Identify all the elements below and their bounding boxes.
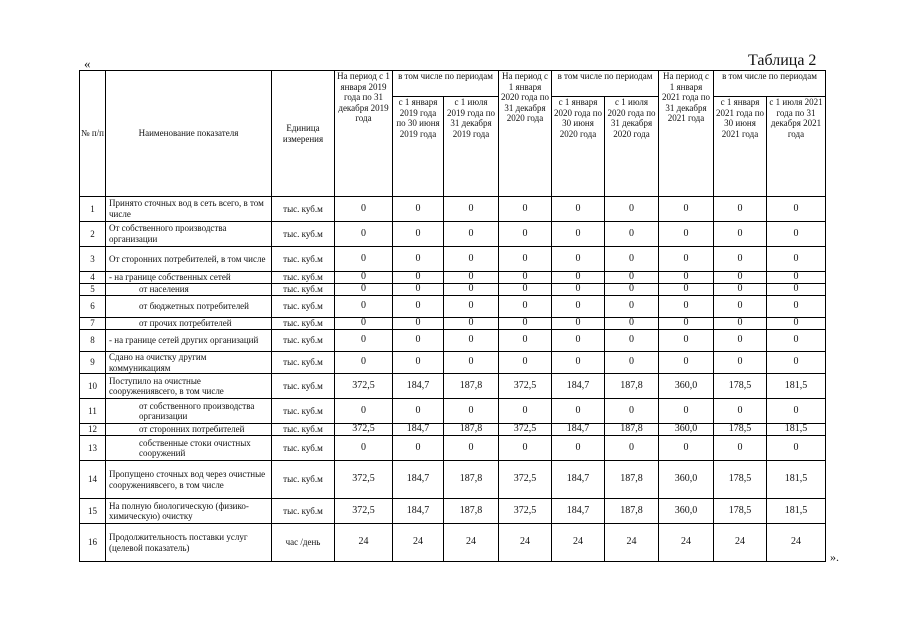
- row-value: 0: [499, 247, 552, 272]
- table-row: [80, 272, 826, 284]
- row-value: 372,5: [499, 424, 552, 436]
- row-value: 181,5: [767, 461, 826, 499]
- row-value: 0: [552, 399, 605, 424]
- row-unit: тыс. куб.м: [272, 461, 335, 499]
- row-value: 0: [605, 330, 659, 352]
- opening-quote: «: [84, 56, 91, 71]
- row-value: 24: [335, 524, 393, 562]
- row-value: 372,5: [335, 424, 393, 436]
- row-value: 0: [335, 352, 393, 374]
- row-number: 13: [80, 436, 106, 461]
- row-number: 12: [80, 424, 106, 436]
- row-indicator-name: от сторонних потребителей: [106, 424, 272, 436]
- row-number: 8: [80, 330, 106, 352]
- row-value: 372,5: [335, 461, 393, 499]
- row-indicator-name: Продолжительность поставки услуг (целевой показатель): [106, 524, 272, 562]
- row-value: 0: [714, 330, 767, 352]
- row-value: 0: [393, 272, 444, 284]
- row-number: 14: [80, 461, 106, 499]
- row-indicator-name: На полную биологическую (физико-химическую) очистку: [106, 499, 272, 524]
- row-value: 24: [393, 524, 444, 562]
- table-row: [80, 499, 826, 524]
- table-row: [80, 318, 826, 330]
- row-value: 360,0: [659, 499, 714, 524]
- row-value: 372,5: [335, 374, 393, 399]
- row-unit: тыс. куб.м: [272, 399, 335, 424]
- row-unit: тыс. куб.м: [272, 499, 335, 524]
- table-row: [80, 524, 826, 562]
- row-value: 0: [767, 352, 826, 374]
- row-value: 0: [659, 197, 714, 222]
- row-value: 187,8: [444, 374, 499, 399]
- row-value: 0: [552, 247, 605, 272]
- row-value: 372,5: [499, 374, 552, 399]
- row-indicator-name: Принято сточных вод в сеть всего, в том числе: [106, 197, 272, 222]
- row-value: 0: [714, 197, 767, 222]
- row-value: 0: [499, 436, 552, 461]
- row-value: 0: [335, 330, 393, 352]
- header-period-2020-breakdown: в том числе по периодам: [552, 71, 659, 97]
- row-number: 9: [80, 352, 106, 374]
- row-value: 0: [499, 318, 552, 330]
- row-unit: тыс. куб.м: [272, 284, 335, 296]
- table-row: [80, 352, 826, 374]
- row-value: 0: [659, 399, 714, 424]
- row-indicator-name: Поступило на очистные сооружениявсего, в том числе: [106, 374, 272, 399]
- row-value: 0: [767, 318, 826, 330]
- row-value: 360,0: [659, 374, 714, 399]
- row-value: 0: [605, 197, 659, 222]
- row-value: 187,8: [444, 461, 499, 499]
- row-unit: тыс. куб.м: [272, 197, 335, 222]
- header-name: Наименование показателя: [106, 71, 272, 197]
- row-value: 0: [767, 399, 826, 424]
- row-value: 0: [605, 296, 659, 318]
- indicators-table: [79, 70, 826, 562]
- row-value: 0: [499, 399, 552, 424]
- row-value: 187,8: [444, 499, 499, 524]
- row-value: 0: [767, 284, 826, 296]
- row-value: 184,7: [393, 461, 444, 499]
- row-value: 0: [444, 318, 499, 330]
- row-value: 0: [714, 436, 767, 461]
- header-period-2019-breakdown: в том числе по периодам: [393, 71, 499, 97]
- row-value: 0: [393, 247, 444, 272]
- row-unit: тыс. куб.м: [272, 424, 335, 436]
- row-value: 0: [393, 399, 444, 424]
- header-unit: Единица измерения: [272, 71, 335, 197]
- table-row: [80, 436, 826, 461]
- row-value: 0: [335, 197, 393, 222]
- row-value: 0: [605, 399, 659, 424]
- row-value: 0: [552, 318, 605, 330]
- row-value: 0: [499, 272, 552, 284]
- row-value: 0: [714, 399, 767, 424]
- row-value: 0: [714, 272, 767, 284]
- row-value: 372,5: [499, 499, 552, 524]
- row-indicator-name: Сдано на очистку другим коммуникациям: [106, 352, 272, 374]
- row-value: 187,8: [605, 424, 659, 436]
- row-indicator-name: собственные стоки очистных сооружений: [106, 436, 272, 461]
- row-value: 178,5: [714, 499, 767, 524]
- row-value: 0: [767, 330, 826, 352]
- row-value: 0: [714, 318, 767, 330]
- table-row: [80, 424, 826, 436]
- row-value: 24: [444, 524, 499, 562]
- row-value: 0: [444, 284, 499, 296]
- row-value: 187,8: [605, 499, 659, 524]
- row-value: 0: [659, 318, 714, 330]
- table-row: [80, 374, 826, 399]
- header-2019-h2: с 1 июля 2019 года по 31 декабря 2019 года: [444, 97, 499, 197]
- row-value: 0: [552, 284, 605, 296]
- row-unit: тыс. куб.м: [272, 330, 335, 352]
- row-number: 10: [80, 374, 106, 399]
- row-value: 360,0: [659, 461, 714, 499]
- row-value: 0: [499, 197, 552, 222]
- row-value: 0: [444, 330, 499, 352]
- header-period-2020-total: На период с 1 января 2020 года по 31 декабря 2020 года: [499, 71, 552, 197]
- row-value: 372,5: [499, 461, 552, 499]
- row-value: 184,7: [552, 461, 605, 499]
- row-value: 0: [335, 318, 393, 330]
- row-unit: тыс. куб.м: [272, 318, 335, 330]
- row-value: 0: [444, 399, 499, 424]
- row-indicator-name: от собственного производства организации: [106, 399, 272, 424]
- row-number: 5: [80, 284, 106, 296]
- row-value: 0: [499, 222, 552, 247]
- table-row: [80, 330, 826, 352]
- row-value: 24: [714, 524, 767, 562]
- row-value: 0: [659, 352, 714, 374]
- row-value: 0: [393, 436, 444, 461]
- row-value: 0: [659, 330, 714, 352]
- row-number: 7: [80, 318, 106, 330]
- row-value: 0: [499, 330, 552, 352]
- row-unit: тыс. куб.м: [272, 247, 335, 272]
- row-value: 181,5: [767, 374, 826, 399]
- header-2021-h1: с 1 января 2021 года по 30 июня 2021 года: [714, 97, 767, 197]
- row-number: 11: [80, 399, 106, 424]
- row-value: 24: [552, 524, 605, 562]
- row-number: 15: [80, 499, 106, 524]
- row-value: 0: [393, 296, 444, 318]
- row-value: 0: [393, 284, 444, 296]
- row-indicator-name: - на границе собственных сетей: [106, 272, 272, 284]
- header-period-2019-total: На период с 1 января 2019 года по 31 декабря 2019 года: [335, 71, 393, 197]
- row-indicator-name: от населения: [106, 284, 272, 296]
- row-value: 0: [444, 352, 499, 374]
- header-period-2021-total: На период с 1 января 2021 года по 31 декабря 2021 года: [659, 71, 714, 197]
- closing-quote: ».: [830, 550, 839, 564]
- row-value: 187,8: [605, 374, 659, 399]
- table-body: [80, 197, 826, 562]
- table-row: [80, 222, 826, 247]
- row-value: 178,5: [714, 374, 767, 399]
- table-row: [80, 284, 826, 296]
- row-value: 181,5: [767, 424, 826, 436]
- row-value: 0: [605, 352, 659, 374]
- row-value: 0: [605, 272, 659, 284]
- row-value: 24: [499, 524, 552, 562]
- row-number: 4: [80, 272, 106, 284]
- row-value: 0: [659, 284, 714, 296]
- row-value: 0: [659, 247, 714, 272]
- row-value: 178,5: [714, 424, 767, 436]
- row-value: 0: [714, 352, 767, 374]
- row-value: 0: [393, 197, 444, 222]
- row-indicator-name: от прочих потребителей: [106, 318, 272, 330]
- row-value: 0: [552, 197, 605, 222]
- row-value: 0: [552, 352, 605, 374]
- row-unit: тыс. куб.м: [272, 272, 335, 284]
- row-unit: тыс. куб.м: [272, 374, 335, 399]
- row-indicator-name: От сторонних потребителей, в том числе: [106, 247, 272, 272]
- row-unit: тыс. куб.м: [272, 296, 335, 318]
- row-value: 0: [659, 296, 714, 318]
- row-value: 0: [659, 436, 714, 461]
- row-value: 360,0: [659, 424, 714, 436]
- row-value: 184,7: [552, 424, 605, 436]
- row-value: 0: [335, 284, 393, 296]
- row-value: 187,8: [605, 461, 659, 499]
- row-value: 24: [767, 524, 826, 562]
- row-value: 0: [335, 436, 393, 461]
- row-value: 178,5: [714, 461, 767, 499]
- row-value: 0: [767, 436, 826, 461]
- row-value: 24: [659, 524, 714, 562]
- row-value: 0: [444, 296, 499, 318]
- row-number: 2: [80, 222, 106, 247]
- row-value: 0: [659, 272, 714, 284]
- row-value: 372,5: [335, 499, 393, 524]
- header-2019-h1: с 1 января 2019 года по 30 июня 2019 года: [393, 97, 444, 197]
- header-num: № п/п: [80, 71, 106, 197]
- header-2020-h2: с 1 июля 2020 года по 31 декабря 2020 года: [605, 97, 659, 197]
- row-number: 6: [80, 296, 106, 318]
- row-value: 0: [767, 222, 826, 247]
- row-value: 0: [444, 436, 499, 461]
- row-value: 0: [552, 436, 605, 461]
- row-value: 184,7: [393, 499, 444, 524]
- row-value: 0: [444, 222, 499, 247]
- row-value: 0: [714, 284, 767, 296]
- row-unit: час /день: [272, 524, 335, 562]
- row-value: 0: [552, 272, 605, 284]
- row-value: 0: [552, 222, 605, 247]
- row-value: 0: [444, 272, 499, 284]
- row-value: 0: [714, 222, 767, 247]
- table-row: [80, 247, 826, 272]
- row-value: 0: [393, 352, 444, 374]
- row-value: 0: [335, 399, 393, 424]
- row-value: 184,7: [552, 499, 605, 524]
- row-indicator-name: Пропущено сточных вод через очистные сооружениявсего, в том числе: [106, 461, 272, 499]
- table-caption: Таблица 2: [748, 52, 817, 69]
- row-value: 181,5: [767, 499, 826, 524]
- row-value: 0: [767, 272, 826, 284]
- row-value: 0: [335, 272, 393, 284]
- row-value: 0: [767, 197, 826, 222]
- header-period-2021-breakdown: в том числе по периодам: [714, 71, 826, 97]
- table-row: [80, 296, 826, 318]
- row-value: 0: [499, 284, 552, 296]
- row-unit: тыс. куб.м: [272, 222, 335, 247]
- row-value: 0: [605, 284, 659, 296]
- header-2021-h2: с 1 июля 2021 года по 31 декабря 2021 года: [767, 97, 826, 197]
- row-value: 0: [335, 222, 393, 247]
- row-value: 0: [393, 330, 444, 352]
- row-value: 184,7: [393, 424, 444, 436]
- row-value: 0: [714, 296, 767, 318]
- row-value: 187,8: [444, 424, 499, 436]
- row-value: 184,7: [393, 374, 444, 399]
- table-row: [80, 197, 826, 222]
- row-value: 0: [499, 352, 552, 374]
- row-value: 184,7: [552, 374, 605, 399]
- row-value: 0: [605, 436, 659, 461]
- row-value: 0: [767, 296, 826, 318]
- row-value: 0: [659, 222, 714, 247]
- row-value: 0: [444, 247, 499, 272]
- row-value: 0: [605, 247, 659, 272]
- row-value: 0: [393, 222, 444, 247]
- row-number: 16: [80, 524, 106, 562]
- row-number: 3: [80, 247, 106, 272]
- row-value: 0: [714, 247, 767, 272]
- row-value: 0: [552, 296, 605, 318]
- row-value: 0: [444, 197, 499, 222]
- row-value: 0: [335, 247, 393, 272]
- row-unit: тыс. куб.м: [272, 352, 335, 374]
- row-value: 0: [767, 247, 826, 272]
- row-value: 0: [605, 318, 659, 330]
- row-unit: тыс. куб.м: [272, 436, 335, 461]
- table-header: [80, 71, 826, 197]
- row-indicator-name: От собственного производства организации: [106, 222, 272, 247]
- row-value: 0: [552, 330, 605, 352]
- row-value: 0: [605, 222, 659, 247]
- row-indicator-name: - на границе сетей других организаций: [106, 330, 272, 352]
- row-value: 24: [605, 524, 659, 562]
- row-value: 0: [393, 318, 444, 330]
- header-2020-h1: с 1 января 2020 года по 30 июня 2020 года: [552, 97, 605, 197]
- row-number: 1: [80, 197, 106, 222]
- row-indicator-name: от бюджетных потребителей: [106, 296, 272, 318]
- table-row: [80, 461, 826, 499]
- table-row: [80, 399, 826, 424]
- row-value: 0: [499, 296, 552, 318]
- row-value: 0: [335, 296, 393, 318]
